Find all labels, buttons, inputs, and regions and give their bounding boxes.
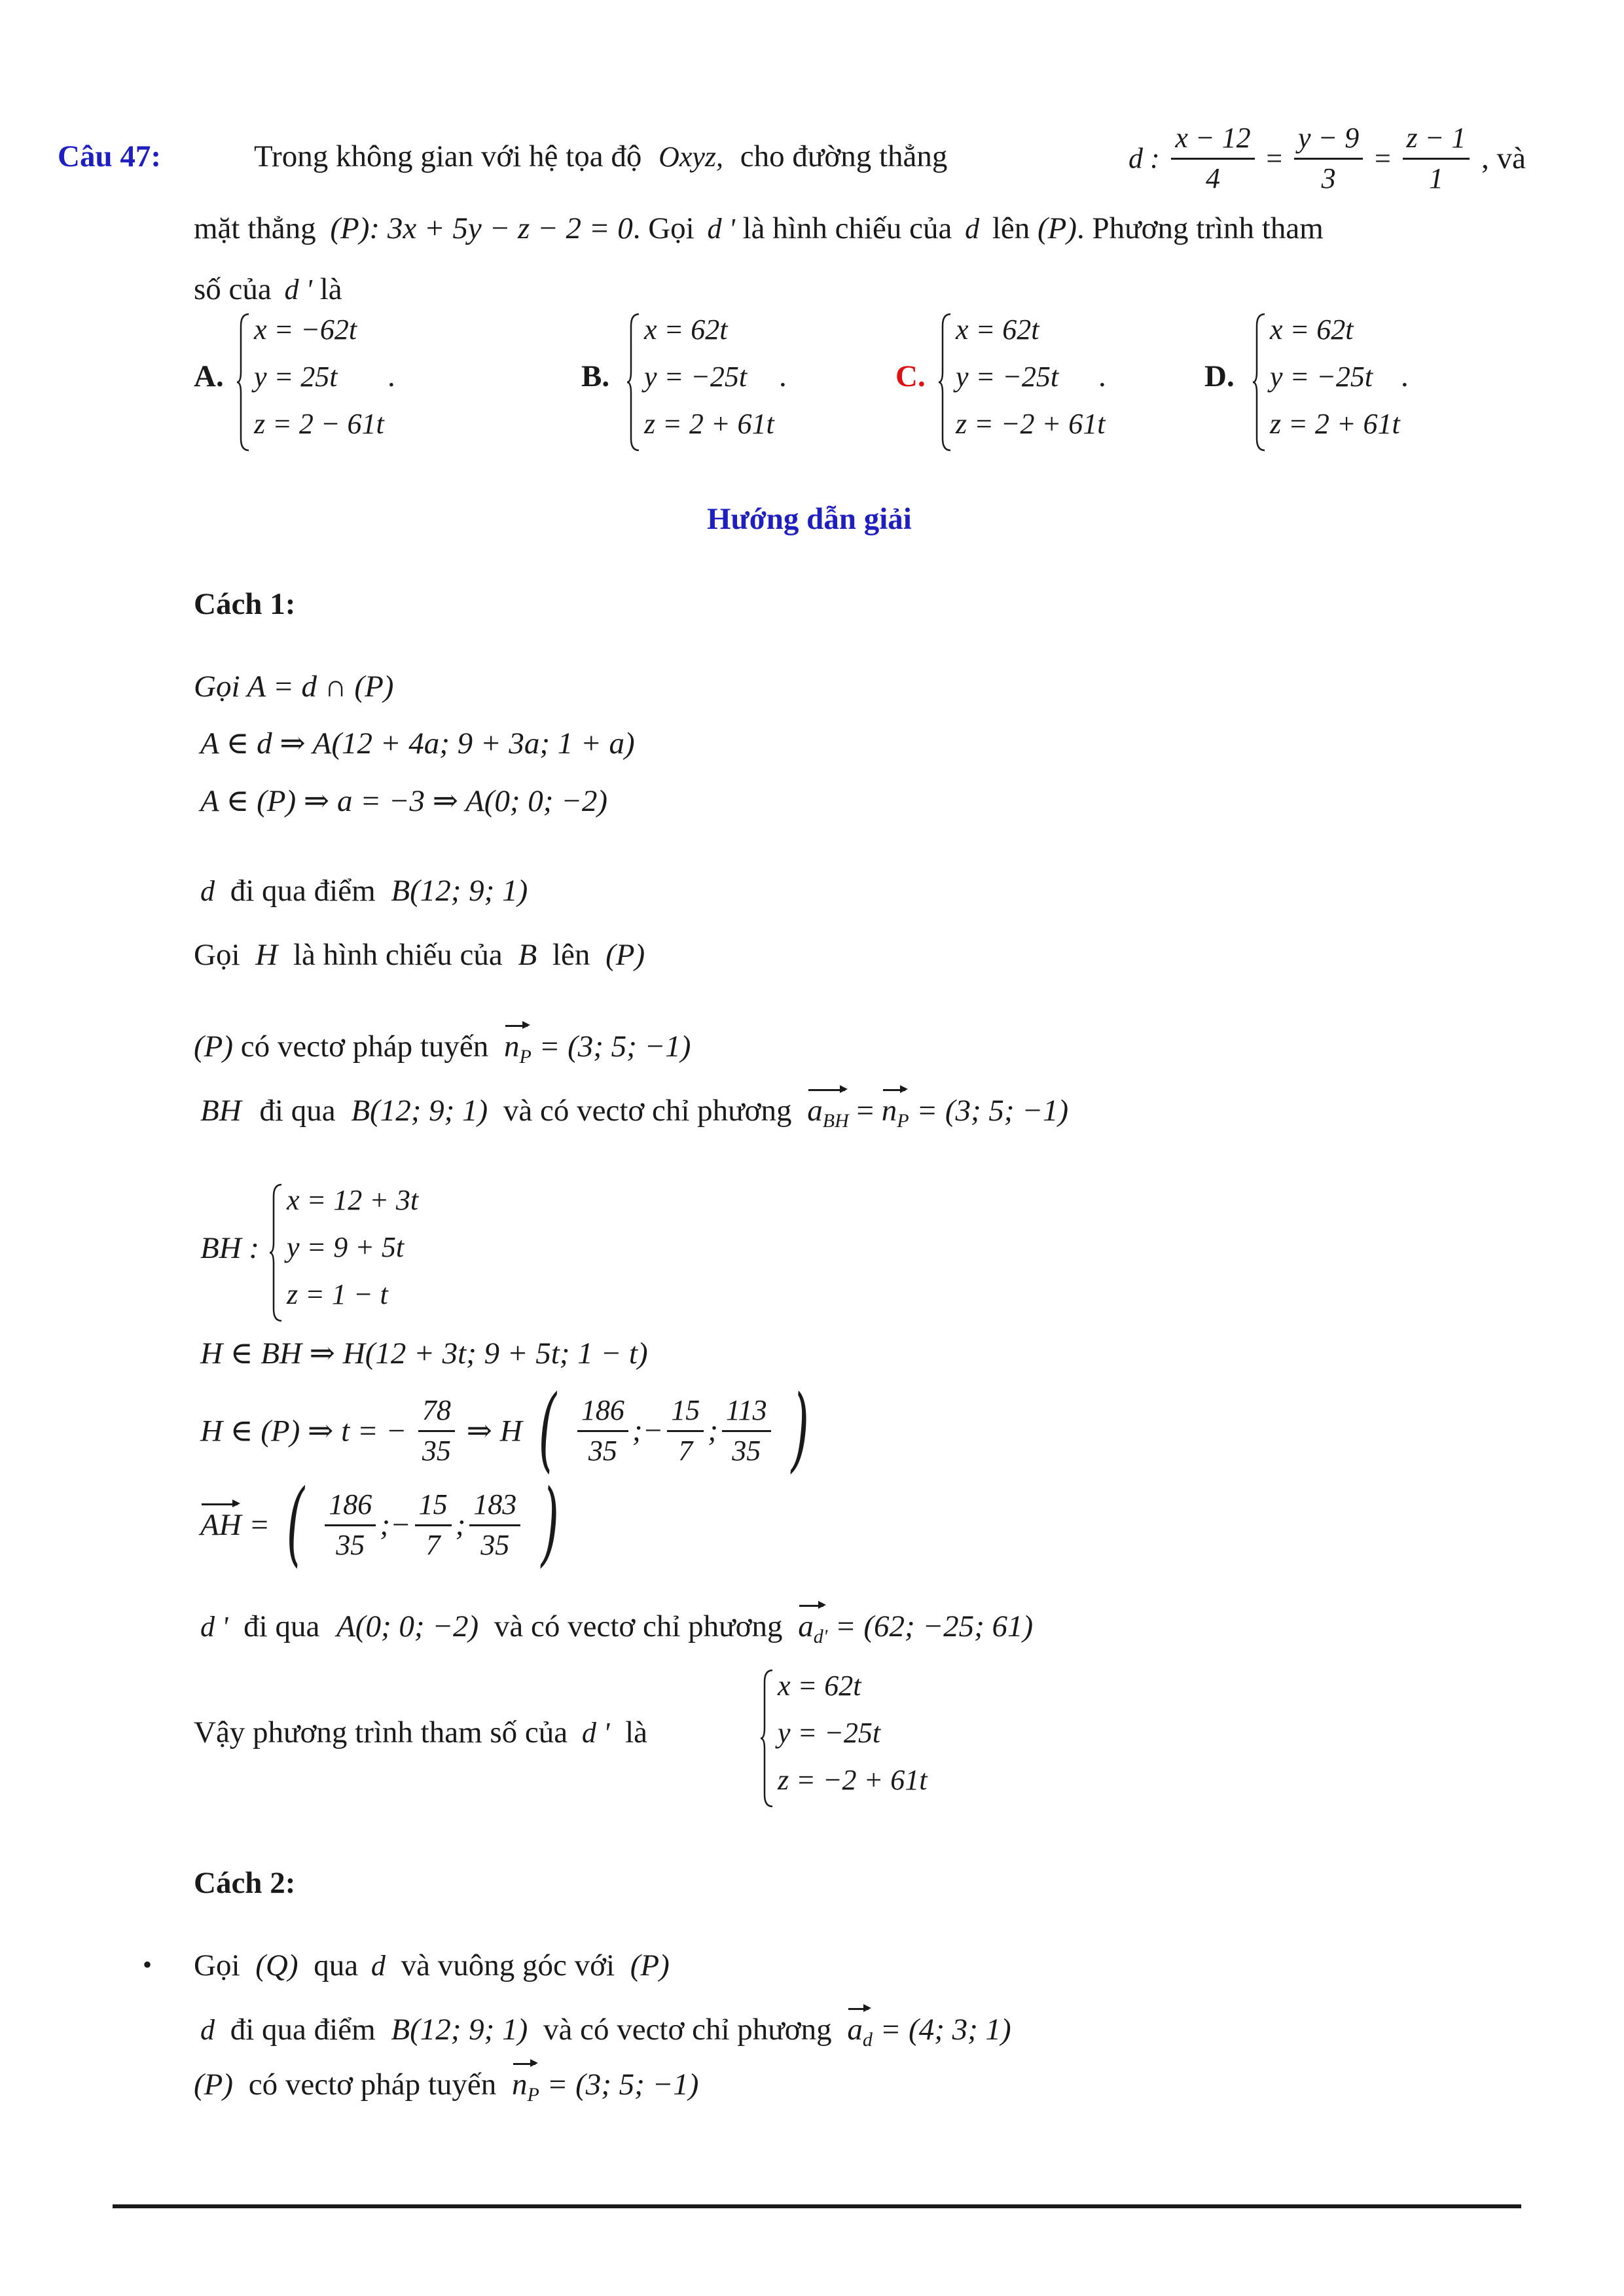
question-text-3: , và: [1481, 141, 1526, 176]
np-letter: n: [504, 1030, 520, 1064]
q-l2-c: là hình chiếu của: [742, 211, 952, 245]
fraction-z: [1403, 122, 1470, 195]
sol-line-9: H ∈ (P) ⇒ t = − $\frac{78}{35}$ ⇒ H ( $\frac{186}{35}$ ;− $\frac{15}{7}$ ; $\frac{113}{35}$ ): [200, 1375, 810, 1482]
sol-l5c: là hình chiếu của: [293, 938, 503, 972]
bh-y: y = 9 + 5t: [287, 1231, 405, 1263]
option-d-dot: .: [1401, 359, 1409, 393]
brace-icon: [236, 313, 250, 452]
bh-label: BH :: [200, 1231, 260, 1265]
d-prime-2: d ': [284, 274, 312, 306]
t-den: 35: [422, 1434, 451, 1467]
option-d-z: z = 2 + 61t: [1270, 408, 1400, 440]
option-c-label: C.: [895, 359, 926, 393]
h2-den: 7: [678, 1434, 693, 1467]
question-line-1: [58, 139, 161, 174]
option-b-x: x = 62t: [644, 314, 728, 346]
h-coord-3: [722, 1394, 771, 1467]
normal-vector-np-3: [512, 2067, 539, 2106]
h1-den: 35: [588, 1434, 617, 1467]
np3-sub: P: [527, 2084, 539, 2106]
q-l3-b: là: [319, 272, 342, 306]
brace-icon: [937, 313, 952, 452]
question-label: Câu 47:: [58, 139, 161, 173]
footer-divider: [113, 2204, 1521, 2208]
sol-line-5: [194, 937, 645, 973]
ad-letter: a: [798, 1609, 814, 1643]
sol-l7b: đi qua: [259, 1094, 336, 1128]
m2-point-b: B(12; 9; 1): [391, 2013, 528, 2047]
ah-coord-1: [325, 1488, 376, 1562]
sol-h: H: [255, 938, 278, 972]
q-l3-a: số của: [194, 272, 272, 306]
option-d-label: D.: [1204, 359, 1235, 393]
m2-l2d: và có vectơ chỉ phương: [543, 2013, 832, 2047]
option-c-system: [937, 313, 1147, 452]
m2-d: d: [370, 1950, 386, 1982]
option-c-dot: .: [1098, 359, 1106, 393]
f1-num: x − 12: [1171, 122, 1254, 160]
h-coord-2: [667, 1394, 704, 1467]
sep: ;−: [632, 1414, 664, 1448]
m2-l1a: Gọi: [194, 1948, 240, 1982]
m2-line-3: [194, 2067, 698, 2106]
d-prime: d ': [707, 213, 735, 245]
ad2-letter: a: [847, 2013, 863, 2047]
f1-den: 4: [1206, 162, 1221, 194]
sol-line-1: Gọi A = d ∩ (P): [194, 670, 394, 704]
ad2-value: = (4; 3; 1): [880, 2013, 1011, 2047]
sol-point-b: B(12; 9; 1): [391, 874, 528, 908]
sol-point-a: A(0; 0; −2): [336, 1609, 479, 1643]
fraction-y: [1294, 122, 1363, 195]
sol-l10b: đi qua: [244, 1609, 320, 1643]
np3-letter: n: [512, 2068, 528, 2102]
sol-l7c: B(12; 9; 1): [351, 1094, 488, 1128]
sol-l9b: ⇒ H: [466, 1414, 522, 1448]
abh-letter: a: [807, 1094, 823, 1128]
m2-l3a: (P): [194, 2068, 234, 2102]
sol-l5e: lên: [552, 938, 590, 972]
sol-d: d: [200, 875, 215, 907]
np-sub: P: [519, 1046, 532, 1067]
sol-line-11: [194, 1715, 647, 1750]
ad-sub: d': [813, 1626, 828, 1647]
fraction-x: [1171, 122, 1254, 195]
line-d-equation: [1128, 122, 1526, 195]
m2-l2b: đi qua điểm: [230, 2013, 376, 2047]
sol-line-2: A ∈ d ⇒ A(12 + 4a; 9 + 3a; 1 + a): [200, 726, 635, 761]
ah1-num: 186: [325, 1488, 376, 1526]
f3-den: 1: [1428, 162, 1443, 194]
m2-l3b: có vectơ pháp tuyến: [248, 2068, 497, 2102]
ah2-num: 15: [415, 1488, 452, 1526]
ah-coord-3: [469, 1488, 520, 1562]
option-b-label: B.: [581, 359, 610, 393]
option-c-y: y = −25t: [956, 361, 1059, 393]
brace-icon: [268, 1183, 283, 1322]
option-a-label: A.: [194, 359, 224, 393]
t-fraction: [418, 1394, 455, 1467]
m2-l1c: qua: [314, 1948, 359, 1982]
sol-line-8: H ∈ BH ⇒ H(12 + 3t; 9 + 5t; 1 − t): [200, 1336, 648, 1371]
ah-letters: AH: [200, 1508, 242, 1543]
brace-icon: [759, 1669, 774, 1808]
bh-x: x = 12 + 3t: [287, 1184, 419, 1216]
answer-system: [759, 1669, 969, 1808]
q-l2-a: mặt thẳng: [194, 211, 316, 245]
option-a-x: x = −62t: [254, 314, 357, 346]
equals-1: =: [1266, 142, 1283, 175]
sol-bh: BH: [200, 1094, 242, 1128]
question-text-2: cho đường thẳng: [740, 139, 948, 173]
sol-l10d: và có vectơ chỉ phương: [494, 1609, 783, 1643]
question-intro: [254, 139, 947, 174]
question-line-3: [194, 272, 342, 307]
sol-l11b: d ': [581, 1717, 610, 1749]
h1-num: 186: [577, 1394, 628, 1432]
oxyz-label: Oxyz,: [659, 141, 724, 173]
m2-line-2: [200, 2012, 1011, 2051]
ah2-den: 7: [425, 1528, 441, 1561]
ad2-sub: d: [862, 2029, 873, 2051]
question-line-2: [194, 211, 1324, 246]
sol-l11a: Vậy phương trình tham số của: [194, 1715, 568, 1749]
sol-line-10: [200, 1609, 1033, 1648]
sol-b: B: [518, 938, 537, 972]
m2-p: (P): [630, 1948, 670, 1982]
option-d-y: y = −25t: [1270, 361, 1373, 393]
f2-den: 3: [1321, 162, 1336, 194]
sol-dprime: d ': [200, 1611, 228, 1643]
normal-vector-np: [504, 1029, 532, 1068]
equals-2: =: [1374, 142, 1391, 175]
direction-vector-abh: [807, 1093, 849, 1132]
option-b-system: [626, 313, 822, 452]
ans-x: x = 62t: [778, 1670, 861, 1702]
abh-value: = (3; 5; −1): [916, 1094, 1069, 1128]
bullet-icon: •: [143, 1950, 153, 1979]
sol-l4b: đi qua điểm: [230, 874, 376, 908]
plane-equation: (P): 3x + 5y − z − 2 = 0: [330, 211, 633, 245]
q-l2-d: lên: [992, 211, 1030, 245]
sol-line-3: A ∈ (P) ⇒ a = −3 ⇒ A(0; 0; −2): [200, 784, 608, 818]
np2-letter: n: [881, 1094, 897, 1128]
d-symbol: d: [965, 213, 980, 245]
ans-y: y = −25t: [778, 1717, 881, 1749]
q-l2-e: . Phương trình tham: [1077, 211, 1324, 245]
normal-vector-np-2: [882, 1093, 909, 1132]
t-num: 78: [418, 1394, 455, 1432]
direction-vector-ad2: [847, 2012, 873, 2051]
option-a-system: [236, 313, 432, 452]
solution-heading: Hướng dẫn giải: [707, 502, 912, 536]
sol-l9a: H ∈ (P) ⇒ t = −: [200, 1414, 407, 1448]
option-c-z: z = −2 + 61t: [956, 408, 1106, 440]
sol-line-6: [194, 1029, 691, 1068]
ah-coord-2: [415, 1488, 452, 1562]
method-1-heading: Cách 1:: [194, 587, 296, 621]
method-2-heading: Cách 2:: [194, 1866, 296, 1900]
option-a-z: z = 2 − 61t: [254, 408, 384, 440]
sol-l6a: (P): [194, 1030, 234, 1064]
option-c-x: x = 62t: [956, 314, 1039, 346]
m2-d2: d: [200, 2014, 215, 2046]
sol-l6b: có vectơ pháp tuyến: [240, 1030, 489, 1064]
option-b-y: y = −25t: [644, 361, 748, 393]
abh-sub: BH: [822, 1110, 849, 1132]
h3-den: 35: [732, 1434, 761, 1467]
sep: ;−: [380, 1508, 411, 1543]
sol-l7d: và có vectơ chỉ phương: [503, 1094, 792, 1128]
np3-value: = (3; 5; −1): [547, 2068, 699, 2102]
m2-l1e: và vuông góc với: [401, 1948, 615, 1982]
bh-z: z = 1 − t: [287, 1278, 388, 1310]
line-d-label: d :: [1128, 142, 1160, 175]
sol-l5a: Gọi: [194, 938, 240, 972]
m2-line-1: [194, 1948, 670, 1983]
sep: ;: [708, 1414, 718, 1448]
brace-icon: [626, 313, 640, 452]
ah3-den: 35: [480, 1528, 510, 1561]
sol-line-4: [200, 873, 528, 908]
question-text-1: Trong không gian với hệ tọa độ: [254, 139, 642, 173]
option-d-system: [1252, 313, 1448, 452]
option-a-y: y = 25t: [254, 361, 338, 393]
f3-num: z − 1: [1403, 122, 1470, 160]
sol-line-ah: AH = ( $\frac{186}{35}$ ;− $\frac{15}{7}$ ; $\frac{183}{35}$ ): [200, 1469, 559, 1577]
ah1-den: 35: [336, 1528, 365, 1561]
q-l2-b: . Gọi: [632, 211, 695, 245]
vector-ah: [200, 1507, 242, 1543]
h3-num: 113: [722, 1394, 771, 1432]
brace-icon: [1252, 313, 1266, 452]
sol-p: (P): [605, 938, 645, 972]
option-d-x: x = 62t: [1270, 314, 1354, 346]
option-b-dot: .: [779, 359, 787, 393]
option-a-dot: .: [388, 359, 395, 393]
plane-p: (P): [1038, 211, 1077, 245]
bh-system: [268, 1183, 465, 1322]
ans-z: z = −2 + 61t: [778, 1764, 928, 1796]
sol-l7g: =: [856, 1094, 875, 1128]
sol-line-7: [200, 1093, 1068, 1132]
np2-sub: P: [897, 1110, 909, 1132]
equals-ah: =: [249, 1508, 270, 1543]
m2-q: (Q): [255, 1948, 298, 1982]
h2-num: 15: [667, 1394, 704, 1432]
sol-l11c: là: [625, 1715, 647, 1749]
sep: ;: [455, 1508, 466, 1543]
ah3-num: 183: [469, 1488, 520, 1526]
np-value: = (3; 5; −1): [539, 1030, 691, 1064]
ad-value: = (62; −25; 61): [835, 1609, 1034, 1643]
direction-vector-ad: [798, 1609, 827, 1648]
f2-num: y − 9: [1294, 122, 1363, 160]
option-b-z: z = 2 + 61t: [644, 408, 774, 440]
h-coord-1: [577, 1394, 628, 1467]
